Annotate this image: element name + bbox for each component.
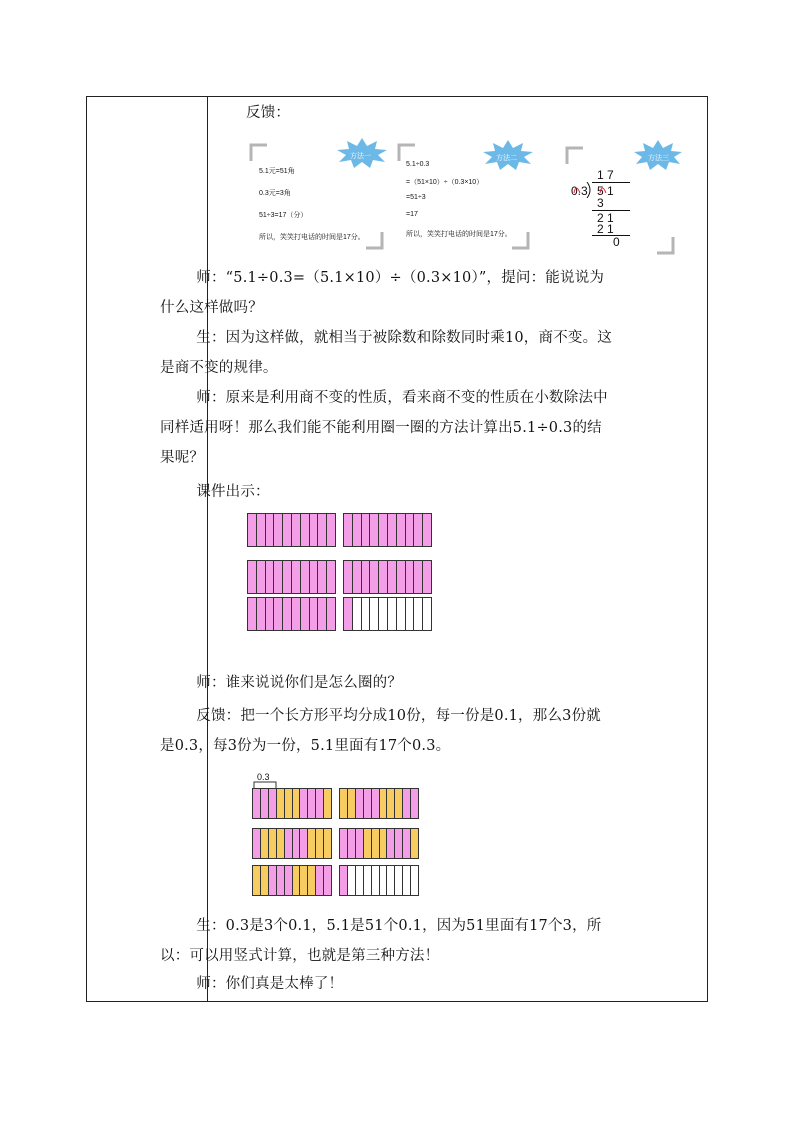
tenth-cell <box>370 598 379 630</box>
column-divider <box>207 97 208 1001</box>
tenth-cell <box>395 866 403 895</box>
tenth-cell <box>356 829 364 858</box>
tenth-cell <box>277 829 285 858</box>
tenth-cell <box>403 829 411 858</box>
quotient: 1 7 <box>597 168 614 182</box>
brace-icon <box>253 780 277 788</box>
tenth-cell <box>380 829 388 858</box>
tenth-cell <box>248 514 257 546</box>
card-line: 51÷3=17（分） <box>259 212 308 219</box>
card-line: 所以，笑笑打电话的时间是17分。 <box>259 234 365 241</box>
corner-bracket-icon <box>657 237 675 255</box>
tenth-cell <box>423 514 431 546</box>
tenth-cell <box>362 514 371 546</box>
tenth-cell <box>348 829 356 858</box>
tenths-strip <box>343 513 432 547</box>
tenths-strip <box>339 788 419 819</box>
tenth-cell <box>348 866 356 895</box>
tenth-cell <box>261 829 269 858</box>
tenth-cell <box>406 561 415 593</box>
paragraph-student-explain: 生：0.3是3个0.1，5.1是51个0.1，因为51里面有17个3，所以：可以用竖式计算，也就是第三种方法！ <box>160 918 602 964</box>
tenth-cell <box>277 789 285 818</box>
tenth-cell <box>414 514 423 546</box>
tenth-cell <box>274 514 283 546</box>
tenths-strip <box>247 597 336 631</box>
method-two-badge: 方法二 <box>496 155 517 162</box>
tenth-cell <box>362 598 371 630</box>
method-one-badge: 方法一 <box>350 153 371 160</box>
tenth-cell <box>283 561 292 593</box>
remainder: 0 <box>613 235 620 249</box>
tenth-cell <box>388 561 397 593</box>
tenths-strip <box>252 865 332 896</box>
tenth-cell <box>395 829 403 858</box>
tenth-cell <box>340 866 348 895</box>
corner-bracket-icon <box>565 146 583 164</box>
card-line: =（51×10）÷（0.3×10） <box>406 179 484 186</box>
tenth-cell <box>292 514 301 546</box>
tenth-cell <box>388 598 397 630</box>
tenth-cell <box>372 789 380 818</box>
step-1: 3 <box>597 196 604 210</box>
corner-bracket-icon <box>512 232 530 250</box>
tenths-strip <box>247 513 336 547</box>
tenth-cell <box>316 789 324 818</box>
paragraph-teacher-question: 师：“5.1÷0.3=（5.1×10）÷（0.3×10）”，提问：能说说为什么这样做吗？ <box>160 270 605 316</box>
tenth-cell <box>411 829 418 858</box>
tenth-cell <box>253 789 261 818</box>
tenth-cell <box>324 866 331 895</box>
tenth-cell <box>344 514 353 546</box>
method-three-badge: 方法三 <box>648 155 669 162</box>
tenth-cell <box>406 514 415 546</box>
tenths-strip <box>343 597 432 631</box>
corner-bracket-icon <box>249 143 267 161</box>
tenth-cell <box>293 866 301 895</box>
tenth-cell <box>308 789 316 818</box>
tenth-cell <box>274 561 283 593</box>
tenth-cell <box>380 866 388 895</box>
tenth-cell <box>353 561 362 593</box>
tenth-cell <box>395 789 403 818</box>
tenth-cell <box>293 829 301 858</box>
tenth-cell <box>257 561 266 593</box>
tenth-cell <box>423 561 431 593</box>
tenth-cell <box>261 866 269 895</box>
tenth-cell <box>293 789 301 818</box>
tenth-cell <box>310 514 319 546</box>
card-line: 0.3元=3角 <box>259 190 291 197</box>
tenth-cell <box>348 789 356 818</box>
corner-bracket-icon <box>397 143 415 161</box>
tenth-cell <box>372 866 380 895</box>
paragraph-courseware: 课件出示： <box>196 484 270 500</box>
tenth-cell <box>411 866 418 895</box>
tenth-cell <box>300 789 308 818</box>
tenth-cell <box>327 514 335 546</box>
tenth-cell <box>324 829 331 858</box>
tenth-cell <box>340 789 348 818</box>
tenth-cell <box>266 598 275 630</box>
card-line: =51÷3 <box>406 194 426 201</box>
tenths-strip <box>252 788 332 819</box>
tenth-cell <box>253 866 261 895</box>
paragraph-feedback: 反馈：把一个长方形平均分成10份，每一份是0.1，那么3份就是0.3，每3份为一份，5.1里面有17个0.3。 <box>160 708 601 754</box>
card-line: 5.1元=51角 <box>259 168 295 175</box>
tenth-cell <box>379 514 388 546</box>
tenth-cell <box>353 598 362 630</box>
tenth-cell <box>318 598 327 630</box>
bracket-label: 0.3 <box>257 772 270 782</box>
tenth-cell <box>397 514 406 546</box>
tenth-cell <box>316 866 324 895</box>
tenth-cell <box>344 561 353 593</box>
tenth-cell <box>301 514 310 546</box>
tenth-cell <box>248 598 257 630</box>
tenth-cell <box>364 829 372 858</box>
corner-bracket-icon <box>366 232 384 250</box>
tenth-cell <box>387 789 395 818</box>
card-line: =17 <box>406 211 418 218</box>
tenth-cell <box>353 514 362 546</box>
tenth-cell <box>414 598 423 630</box>
tenth-cell <box>344 598 353 630</box>
tenth-cell <box>300 866 308 895</box>
card-line: 所以，笑笑打电话的时间是17分。 <box>406 231 512 238</box>
tenth-cell <box>340 829 348 858</box>
tenth-cell <box>403 866 411 895</box>
tenth-cell <box>301 561 310 593</box>
decimal-shift-marks-icon <box>570 181 610 197</box>
dividend: 5 1 <box>597 184 614 198</box>
tenth-cell <box>411 789 418 818</box>
paragraph-student-answer: 生：因为这样做，就相当于被除数和除数同时乘10，商不变。这是商不变的规律。 <box>160 330 612 376</box>
paragraph-teacher-ask: 师：谁来说说你们是怎么圈的？ <box>196 675 403 691</box>
tenth-cell <box>308 829 316 858</box>
tenth-cell <box>266 561 275 593</box>
tenth-cell <box>364 789 372 818</box>
card-line: 5.1÷0.3 <box>406 161 430 168</box>
tenth-cell <box>301 598 310 630</box>
tenth-cell <box>403 789 411 818</box>
tenth-cell <box>397 561 406 593</box>
tenth-cell <box>379 561 388 593</box>
tenth-cell <box>257 514 266 546</box>
tenth-cell <box>253 829 261 858</box>
tenth-cell <box>414 561 423 593</box>
tenth-cell <box>310 561 319 593</box>
tenth-cell <box>379 598 388 630</box>
tenth-cell <box>316 829 324 858</box>
tenth-cell <box>310 598 319 630</box>
tenth-cell <box>257 598 266 630</box>
tenth-cell <box>308 866 316 895</box>
tenth-cell <box>387 829 395 858</box>
tenth-cell <box>370 514 379 546</box>
tenth-cell <box>327 598 335 630</box>
paragraph-teacher-praise: 师：你们真是太棒了！ <box>196 976 344 992</box>
tenth-cell <box>292 598 301 630</box>
tenth-cell <box>283 514 292 546</box>
tenth-cell <box>356 866 364 895</box>
tenth-cell <box>364 866 372 895</box>
step-2: 2 1 <box>597 211 614 225</box>
tenth-cell <box>388 514 397 546</box>
tenths-strip <box>343 560 432 594</box>
tenths-strip <box>339 865 419 896</box>
tenth-cell <box>318 561 327 593</box>
tenths-strip <box>247 560 336 594</box>
tenth-cell <box>274 598 283 630</box>
tenth-cell <box>372 829 380 858</box>
step-line <box>592 235 630 236</box>
tenth-cell <box>283 598 292 630</box>
tenth-cell <box>292 561 301 593</box>
tenth-cell <box>397 598 406 630</box>
tenth-cell <box>266 514 275 546</box>
tenth-cell <box>285 866 293 895</box>
tenth-cell <box>362 561 371 593</box>
tenth-cell <box>318 514 327 546</box>
tenth-cell <box>387 866 395 895</box>
tenth-cell <box>269 866 277 895</box>
divisor: 0.3 <box>571 184 588 198</box>
paragraph-teacher-followup: 师：原来是利用商不变的性质，看来商不变的性质在小数除法中同样适用呀！那么我们能不能利用圈一圈的方法计算出5.1÷0.3的结果呢？ <box>160 390 608 466</box>
tenth-cell <box>277 866 285 895</box>
tenth-cell <box>261 789 269 818</box>
tenth-cell <box>324 789 331 818</box>
tenth-cell <box>285 789 293 818</box>
feedback-label: 反馈： <box>246 105 291 121</box>
tenth-cell <box>285 829 293 858</box>
step-3: 2 1 <box>597 222 614 236</box>
tenth-cell <box>327 561 335 593</box>
tenth-cell <box>356 789 364 818</box>
tenth-cell <box>406 598 415 630</box>
tenth-cell <box>380 789 388 818</box>
tenth-cell <box>300 829 308 858</box>
tenths-strip <box>339 828 419 859</box>
tenth-cell <box>269 829 277 858</box>
tenth-cell <box>370 561 379 593</box>
tenth-cell <box>423 598 431 630</box>
tenth-cell <box>269 789 277 818</box>
tenths-strip <box>252 828 332 859</box>
tenth-cell <box>248 561 257 593</box>
